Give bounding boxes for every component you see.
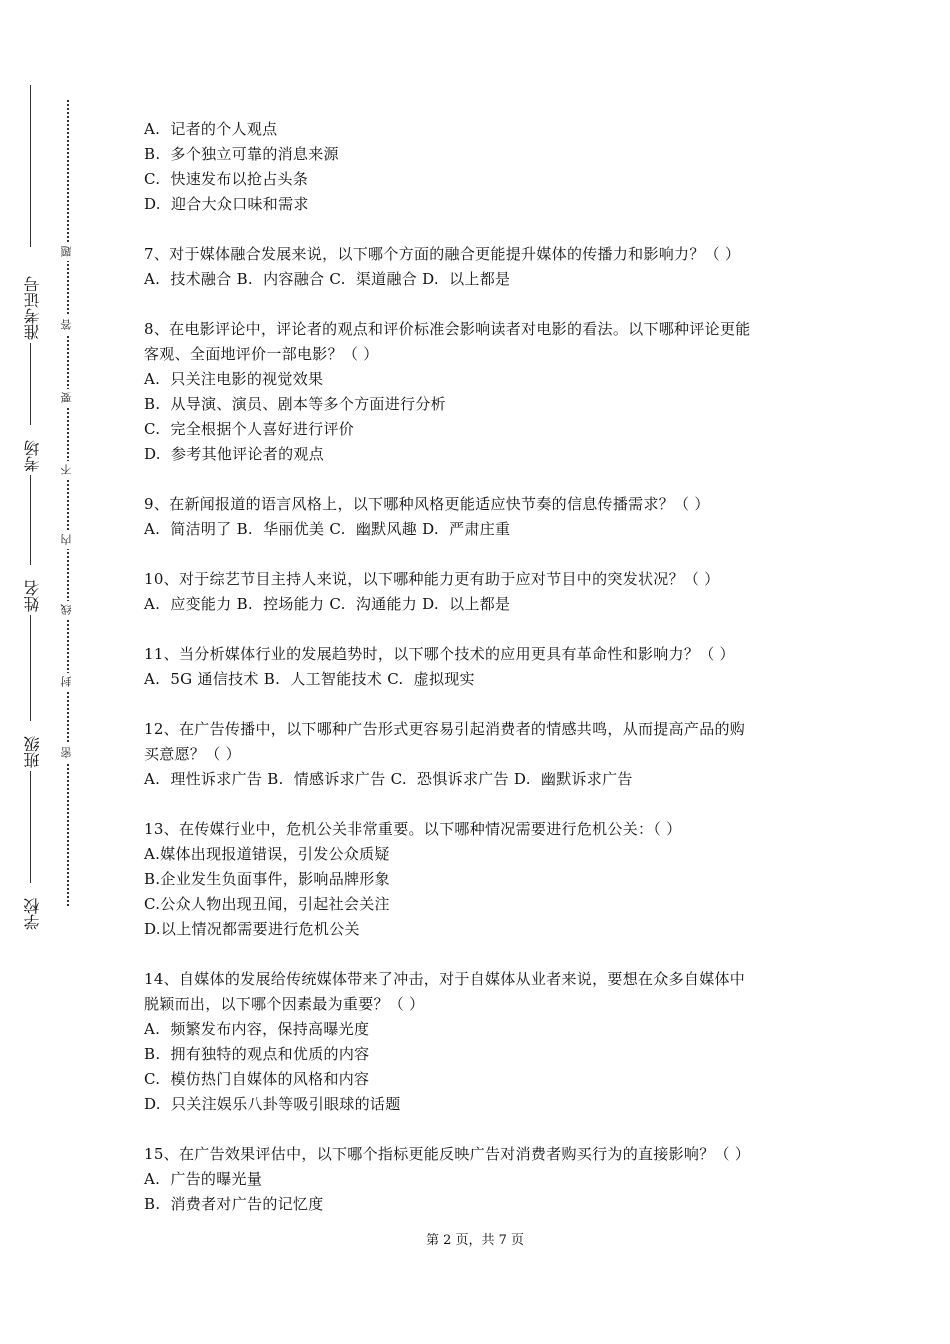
seal-dotted-line: [67, 100, 69, 906]
question-11: [144, 642, 824, 692]
admission-number-label: 准考证号: [23, 276, 42, 340]
option: A. 记者的个人观点: [144, 120, 278, 138]
option: D.以上情况都需要进行危机公关: [144, 920, 360, 938]
option: A.媒体出现报道错误，引发公众质疑: [144, 845, 390, 863]
name-label: 姓名: [23, 580, 42, 612]
question-text: 10、对于综艺节目主持人来说，以下哪种能力更有助于应对节目中的突发状况？（ ）: [144, 570, 720, 588]
question-content: [144, 117, 824, 1217]
margin-line: [30, 475, 31, 565]
class-label: 班级: [23, 736, 42, 768]
option: D. 参考其他评论者的观点: [144, 445, 324, 463]
option: A. 技术融合 B. 内容融合 C. 渠道融合 D. 以上都是: [144, 270, 511, 288]
option: A. 5G 通信技术 B. 人工智能技术 C. 虚拟现实: [144, 670, 475, 688]
margin-line: [30, 771, 31, 883]
exam-room-label: 考场: [23, 440, 42, 472]
margin-line: [30, 615, 31, 721]
question-text: 脱颖而出，以下哪个因素最为重要？（ ）: [144, 995, 425, 1013]
question-text: 8、在电影评论中，评论者的观点和评价标准会影响读者对电影的看法。以下哪种评论更能: [144, 320, 751, 338]
seal-char: 线: [58, 601, 76, 619]
question-15: [144, 1142, 824, 1217]
question-8: [144, 317, 824, 467]
question-text: 11、当分析媒体行业的发展趋势时，以下哪个技术的应用更具有革命性和影响力？（ ）: [144, 645, 735, 663]
question-text: 12、在广告传播中，以下哪种广告形式更容易引起消费者的情感共鸣，从而提高产品的购: [144, 720, 746, 738]
question-text: 14、自媒体的发展给传统媒体带来了冲击，对于自媒体从业者来说，要想在众多自媒体中: [144, 970, 746, 988]
question-text: 9、在新闻报道的语言风格上，以下哪种风格更能适应快节奏的信息传播需求？（ ）: [144, 495, 710, 513]
option: B. 多个独立可靠的消息来源: [144, 145, 339, 163]
option: A. 简洁明了 B. 华丽优美 C. 幽默风趣 D. 严肃庄重: [144, 520, 511, 538]
option: A. 应变能力 B. 控场能力 C. 沟通能力 D. 以上都是: [144, 595, 511, 613]
question-10: [144, 567, 824, 617]
question-text: 7、对于媒体融合发展来说，以下哪个方面的融合更能提升媒体的传播力和影响力？（ ）: [144, 245, 741, 263]
seal-char: 内: [58, 531, 76, 549]
prev-question-options: [144, 117, 824, 217]
question-12: [144, 717, 824, 792]
seal-char: 答: [58, 316, 76, 334]
question-text: 客观、全面地评价一部电影？（ ）: [144, 345, 379, 363]
option: B. 从导演、演员、剧本等多个方面进行分析: [144, 395, 446, 413]
margin-line: [30, 343, 31, 425]
option: B. 拥有独特的观点和优质的内容: [144, 1045, 370, 1063]
seal-char: 不: [58, 461, 76, 479]
margin-line: [30, 85, 31, 247]
page-footer: 第 2 页，共 7 页: [425, 1233, 525, 1248]
seal-char: 密: [58, 744, 76, 762]
school-label: 学校: [23, 898, 42, 930]
seal-char: 要: [58, 389, 76, 407]
option: B. 消费者对广告的记忆度: [144, 1195, 324, 1213]
option: A. 广告的曝光量: [144, 1170, 263, 1188]
question-text: 买意愿？（ ）: [144, 745, 241, 763]
question-13: [144, 817, 824, 942]
option: B.企业发生负面事件，影响品牌形象: [144, 870, 390, 888]
seal-char: 封: [58, 673, 76, 691]
option: C. 模仿热门自媒体的风格和内容: [144, 1070, 370, 1088]
question-14: [144, 967, 824, 1117]
question-9: [144, 492, 824, 542]
option: A. 理性诉求广告 B. 情感诉求广告 C. 恐惧诉求广告 D. 幽默诉求广告: [144, 770, 633, 788]
question-text: 13、在传媒行业中，危机公关非常重要。以下哪种情况需要进行危机公关：（ ）: [144, 820, 682, 838]
question-text: 15、在广告效果评估中，以下哪个指标更能反映广告对消费者购买行为的直接影响？（ ）: [144, 1145, 751, 1163]
option: C.公众人物出现丑闻，引起社会关注: [144, 895, 390, 913]
question-7: [144, 242, 824, 292]
option: D. 迎合大众口味和需求: [144, 195, 309, 213]
option: A. 频繁发布内容，保持高曝光度: [144, 1020, 370, 1038]
seal-char: 题: [58, 243, 76, 261]
option: C. 完全根据个人喜好进行评价: [144, 420, 355, 438]
option: C. 快速发布以抢占头条: [144, 170, 309, 188]
option: D. 只关注娱乐八卦等吸引眼球的话题: [144, 1095, 401, 1113]
option: A. 只关注电影的视觉效果: [144, 370, 324, 388]
